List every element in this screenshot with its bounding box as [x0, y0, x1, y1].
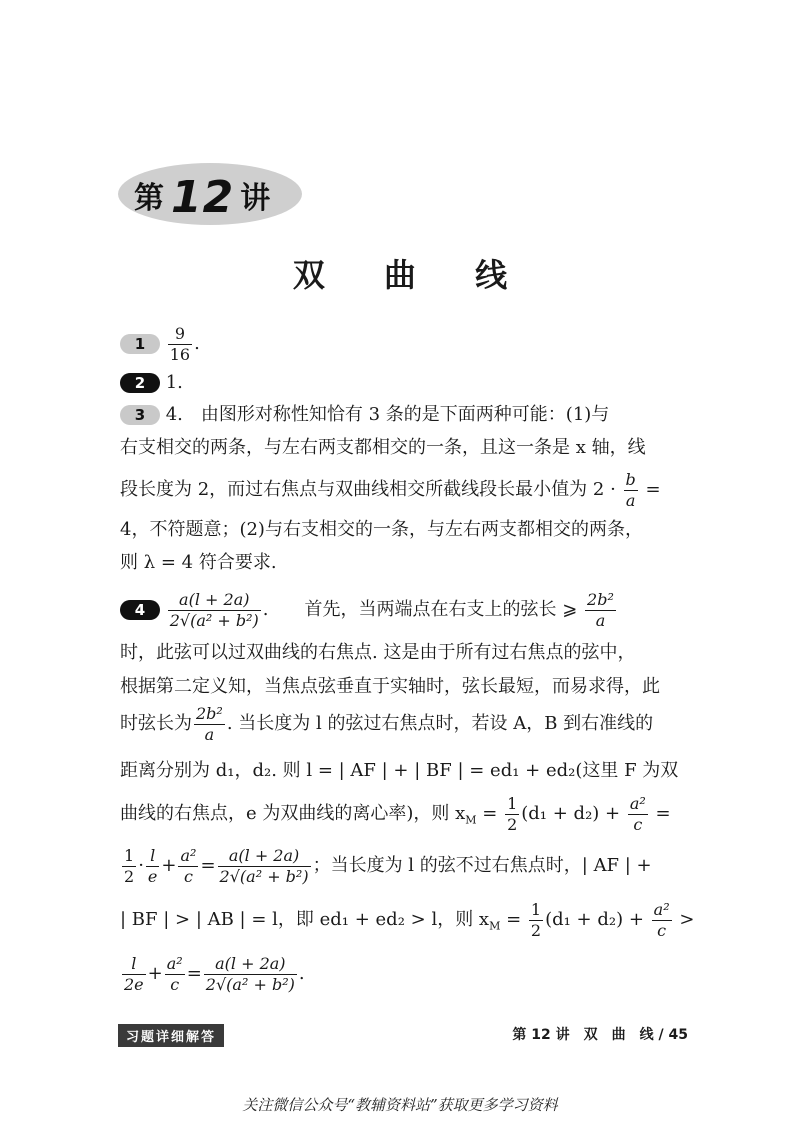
q3-line3b: = — [645, 479, 661, 500]
question-badge-2: 2 — [120, 373, 160, 393]
q4-l9-a2c — [165, 954, 185, 995]
q1-num: 9 — [168, 324, 192, 345]
q4-ans-num: a(l + 2a) — [168, 590, 261, 611]
q3-l3d: a — [625, 490, 636, 510]
q4-l8-half-d: 2 — [530, 920, 542, 940]
q4-l7-a2c-d: c — [183, 866, 193, 886]
q4-l7-half — [122, 846, 136, 887]
q4-a2c-d: c — [633, 814, 643, 834]
chapter-suffix: 讲 — [240, 181, 272, 216]
q4-l8-a2c — [652, 900, 672, 941]
q4-line6e: = — [649, 803, 671, 824]
q1-fraction — [168, 324, 192, 365]
q4-line6c: = — [476, 803, 504, 824]
q4-line7d: ；当长度为 l 的弦不过右焦点时，| AF | + — [312, 855, 652, 876]
q4-a2c-n: a² — [629, 793, 646, 813]
watermark-text: 关注微信公众号“教辅资料站”获取更多学习资料 — [242, 1096, 558, 1114]
q4-l7-answer — [218, 846, 311, 887]
q4-l1-fraction — [585, 590, 616, 631]
footer-section-label: 习题详细解答 — [118, 1024, 224, 1047]
q4-l1n: 2b² — [587, 589, 614, 609]
q4-l6-half — [505, 794, 519, 835]
answer-3-line4: 4，不符题意；(2)与右支相交的一条，与左右两支都相交的两条， — [120, 519, 643, 540]
answer-3-line1 — [120, 400, 690, 430]
q4-l2e-d: 2e — [124, 974, 144, 994]
answer-4-line4 — [120, 700, 690, 748]
q4-l9-answer — [204, 954, 297, 995]
q4-l8-a2c-n: a² — [653, 899, 670, 919]
chapter-number: 12 — [171, 172, 235, 223]
q4-l4d: a — [204, 724, 215, 744]
answer-4-line6 — [120, 790, 690, 845]
q4-l7-a2c-n: a² — [180, 845, 197, 865]
q4-line9b: = — [186, 963, 202, 984]
q4-line9c: . — [298, 963, 305, 984]
q4-l4-fraction — [194, 704, 225, 745]
q4-l8-half — [529, 900, 543, 941]
q4-line8e: > — [673, 909, 695, 930]
q1-tail: . — [194, 333, 200, 354]
q4-ans-den: 2√(a² + b²) — [169, 610, 259, 630]
q1-den: 16 — [169, 344, 191, 364]
q4-l6-a2c — [628, 794, 648, 835]
q4-l7-half-d: 2 — [124, 866, 135, 886]
q4-line8d: (d₁ + d₂) + — [545, 909, 650, 930]
q4-line6a: 曲线的右焦点，e 为双曲线的离心率)，则 x — [120, 803, 466, 824]
q4-l4n: 2b² — [196, 703, 223, 723]
q4-line6b: M — [465, 813, 477, 827]
q4-l9-a2c-n: a² — [166, 953, 183, 973]
q3-line3a: 段长度为 2，而过右焦点与双曲线相交所截线段长最小值为 2 · — [120, 479, 616, 500]
page-title: 双 曲 线 — [292, 256, 532, 294]
answer-3-line2: 右支相交的两条，与左右两支都相交的一条，且这一条是 x 轴，线 — [120, 437, 646, 458]
q3-line1: 4. 由图形对称性知恰有 3 条的是下面两种可能：(1)与 — [165, 404, 610, 425]
answer-1 — [120, 322, 690, 366]
chapter-prefix: 第 — [134, 181, 165, 216]
answer-4-line3: 根据第二定义知，当焦点弦垂直于实轴时，弦长最短，而易求得，此 — [120, 676, 660, 697]
q4-line1a: . 首先，当两端点在右支上的弦长 ⩾ — [262, 599, 578, 620]
q4-line7a: · — [138, 855, 144, 876]
q4-half-n: 1 — [507, 793, 518, 813]
answer-4-line2: 时，此弦可以过双曲线的右焦点. 这是由于所有过右焦点的弦中， — [120, 642, 636, 663]
q4-l2e-n: l — [122, 954, 146, 975]
q4-l9-a2c-d: c — [170, 974, 180, 994]
q4-l7-ans-den: 2√(a² + b²) — [219, 866, 309, 886]
answer-4-line7 — [120, 842, 690, 890]
q4-answer-fraction — [168, 590, 261, 631]
q4-line4b: . 当长度为 l 的弦过右焦点时，若设 A，B 到右准线的 — [226, 713, 654, 734]
q4-line7c: = — [200, 855, 216, 876]
q4-line4a: 时弦长为 — [120, 713, 192, 734]
q4-le-n: l — [146, 846, 159, 867]
q4-line8c: = — [500, 909, 527, 930]
q4-l7-le — [146, 846, 159, 887]
q4-l9-ans-num: a(l + 2a) — [204, 954, 297, 975]
chapter-heading — [134, 172, 271, 223]
q4-le-d: e — [147, 866, 158, 886]
answer-2 — [120, 368, 690, 398]
q3-l3n: b — [625, 469, 636, 489]
q4-l7-a2c — [178, 846, 198, 887]
q4-l8-half-n: 1 — [530, 899, 542, 919]
q4-l9-ans-den: 2√(a² + b²) — [205, 974, 295, 994]
q4-l8-a2c-d: c — [657, 920, 667, 940]
answer-4-line8 — [120, 896, 695, 951]
answer-3-line5: 则 λ = 4 符合要求. — [120, 552, 277, 573]
q4-l7-half-n: 1 — [124, 845, 135, 865]
q4-line8b: M — [489, 919, 501, 933]
q2-text: 1. — [165, 372, 183, 393]
q4-line9a: + — [147, 963, 163, 984]
q4-l1d: a — [595, 610, 606, 630]
answer-4-line5: 距离分别为 d₁，d₂. 则 l = | AF | + | BF | = ed₁ + ed₂(这里 F 为双 — [120, 760, 679, 781]
question-badge-4: 4 — [120, 600, 160, 620]
answer-4-line9 — [120, 950, 690, 998]
footer-page-info: 第 12 讲 双 曲 线 / 45 — [512, 1027, 688, 1043]
q4-half-d: 2 — [507, 814, 518, 834]
q4-l7-ans-num: a(l + 2a) — [218, 846, 311, 867]
q4-line8a: | BF | > | AB | = l，即 ed₁ + ed₂ > l，则 x — [120, 909, 490, 930]
question-badge-3: 3 — [120, 405, 160, 425]
question-badge-1: 1 — [120, 334, 160, 354]
answer-4-line1 — [120, 586, 690, 634]
q4-line7b: + — [161, 855, 177, 876]
q4-l9-l2e — [122, 954, 146, 995]
answer-3-line3 — [120, 468, 690, 512]
q4-line6d: (d₁ + d₂) + — [521, 803, 626, 824]
q3-fraction — [624, 470, 638, 511]
